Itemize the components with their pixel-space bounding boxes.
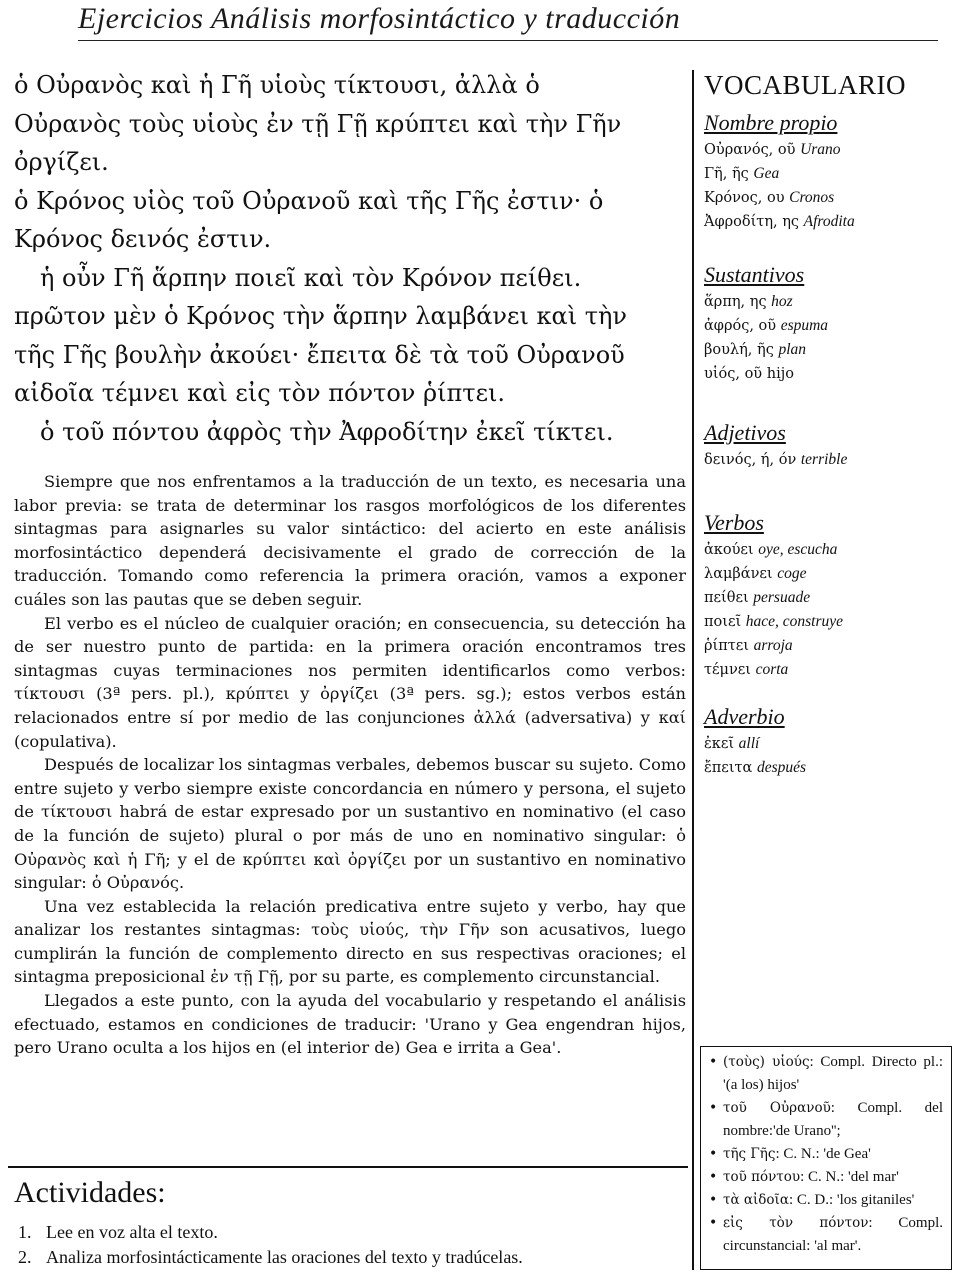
bullet-icon: • <box>709 1192 718 1208</box>
vocab-section-heading: Verbos <box>704 510 764 535</box>
vocab-section-adjectives <box>704 420 954 472</box>
vocab-entry: Ἀφροδίτη, ης Afrodita <box>704 213 855 230</box>
commentary-paragraph: Siempre que nos enfrentamos a la traducción de un texto, es necesaria una labor previa: se trata de determinar los rasgos morfológicos de los diferentes sintagmas para asignarles su valor sintáctico: del acierto en este análisis morfosintáctico dependerá decisivamente el grado de corrección de la traducción. Tomando como referencia la primera oración, vamos a exponer cuáles son las pautas que se deben seguir. <box>14 472 686 609</box>
vocab-entry: δεινός, ή, όν terrible <box>704 451 848 468</box>
activities-heading: Actividades: <box>14 1176 166 1209</box>
vocab-entry: υἱός, οῦ hijo <box>704 366 794 382</box>
vocab-entry: ῥίπτει arroja <box>704 637 793 654</box>
bullet-icon: • <box>709 1146 718 1162</box>
vocab-section-nouns <box>704 262 954 386</box>
vocab-section-heading: Sustantivos <box>704 262 805 287</box>
commentary-paragraph: El verbo es el núcleo de cualquier oración; en consecuencia, su detección ha de ser nuestro punto de partida: en la primera oración encontramos tres sintagmas cuyas terminaciones nos permiten identificarlos como verbos: τίκτουσι (3ª pers. pl.), κρύπτει y ὀργίζει (3ª pers. sg.); estos verbos están relacionados entre sí por medio de las conjunciones ἀλλά (adversativa) y καί (copulativa). <box>14 613 686 751</box>
greek-line: Κρόνος δεινός ἐστιν. <box>14 225 272 253</box>
vocab-entry: ἀφρός, οῦ espuma <box>704 317 829 334</box>
vocabulary-heading: VOCABULARIO <box>704 70 907 100</box>
analysis-note: • εἰς τὸν πόντον: Compl. circunstancial: 'al mar'. <box>709 1212 943 1258</box>
greek-line: τῆς Γῆς βουλὴν ἀκούει· ἔπειτα δὲ τὰ τοῦ Οὐρανοῦ <box>14 340 625 369</box>
greek-passage <box>14 66 684 451</box>
vocab-section-heading: Nombre propio <box>704 110 838 135</box>
activities-list <box>18 1220 523 1270</box>
commentary-paragraph: Después de localizar los sintagmas verbales, debemos buscar su sujeto. Como entre sujeto y verbo siempre existe concordancia en número y persona, el sujeto de τίκτουσι habrá de estar expresado por un sustantivo en nominativo (el caso de la función de sujeto) plural o por más de uno en nominativo singular: ὁ Οὐρανὸς καὶ ἡ Γῆ; y el de κρύπτει καὶ ὀργίζει por un sustantivo en nominativo singular: ὁ Οὐρανός. <box>14 755 686 893</box>
activity-item <box>18 1245 523 1270</box>
greek-line: ὀργίζει. <box>14 148 109 176</box>
vocab-entry: λαμβάνει coge <box>704 565 807 582</box>
greek-line: πρῶτον μὲν ὁ Κρόνος τὴν ἅρπην λαμβάνει καὶ τὴν <box>14 302 627 330</box>
analysis-notes-box <box>700 1046 952 1270</box>
activity-text: Lee en voz alta el texto. <box>46 1222 218 1242</box>
vocab-entry: ποιεῖ hace, construye <box>704 613 844 630</box>
vocab-section-heading: Adjetivos <box>704 420 786 445</box>
analysis-notes-list <box>709 1051 943 1258</box>
activity-item <box>18 1220 523 1245</box>
analysis-note: • τοῦ Οὐρανοῦ: Compl. del nombre:'de Urano''; <box>709 1097 943 1143</box>
vocab-entry: πείθει persuade <box>704 589 811 606</box>
vocab-entry: ἅρπη, ης hoz <box>704 293 793 310</box>
vocab-entry: Οὐρανός, οῦ Urano <box>704 141 841 158</box>
vocab-section-heading: Adverbio <box>704 704 785 729</box>
commentary-paragraph: Llegados a este punto, con la ayuda del vocabulario y respetando el análisis efectuado, estamos en condiciones de traducir: 'Urano y Gea engendran hijos, pero Urano oculta a los hijos en (el interior de) Gea e irrita a Gea'. <box>14 991 686 1058</box>
greek-line: ἡ οὖν Γῆ ἅρπην ποιεῖ καὶ τὸν Κρόνον πείθει. <box>40 263 582 292</box>
page-title: Ejercicios Análisis morfosintáctico y traducción <box>78 2 938 41</box>
activity-number: 2. <box>18 1247 32 1267</box>
vocab-entry: ἔπειτα después <box>704 759 807 776</box>
vocab-entry: τέμνει corta <box>704 661 789 678</box>
greek-line: αἰδοῖα τέμνει καὶ εἰς τὸν πόντον ῥίπτει. <box>14 379 506 407</box>
vocab-entry: ἐκεῖ allí <box>704 735 760 752</box>
bullet-icon: • <box>709 1215 718 1231</box>
greek-line: ὁ Κρόνος υἱὸς τοῦ Οὐρανοῦ καὶ τῆς Γῆς ἐστιν· ὁ <box>14 186 604 215</box>
bullet-icon: • <box>709 1054 718 1070</box>
activities-section <box>8 1166 688 1272</box>
greek-line: ὁ Οὐρανὸς καὶ ἡ Γῆ υἱοὺς τίκτουσι, ἀλλὰ ὁ <box>14 71 540 99</box>
analysis-note: • τοῦ πόντου: C. N.: 'del mar' <box>709 1166 943 1189</box>
vocab-section-verbs <box>704 510 954 682</box>
greek-line: ὁ τοῦ πόντου ἀφρὸς τὴν Ἀφροδίτην ἐκεῖ τίκτει. <box>40 417 614 446</box>
vocab-entry: Κρόνος, ου Cronos <box>704 189 835 206</box>
commentary-text <box>14 470 686 1060</box>
vocab-entry: Γῆ, ῆς Gea <box>704 165 780 182</box>
vocab-entry: ἀκούει oye, escucha <box>704 541 838 558</box>
analysis-note: • τὰ αἰδοῖα: C. D.: 'los gitaniles' <box>709 1189 943 1212</box>
vocab-section-adverbs <box>704 704 954 780</box>
bullet-icon: • <box>709 1169 718 1185</box>
vocab-entry: βουλή, ῆς plan <box>704 341 807 358</box>
commentary-paragraph: Una vez establecida la relación predicativa entre sujeto y verbo, hay que analizar los restantes sintagmas: τοὺς υἱούς, τὴν Γῆν son acusativos, luego cumplirán la función de complemento directo en sus respectivas oraciones; el sintagma preposicional ἐν τῇ Γῇ, por su parte, es complemento circunstancial. <box>14 896 686 987</box>
activity-text: Analiza morfosintácticamente las oraciones del texto y tradúcelas. <box>46 1247 523 1267</box>
analysis-note: • τῆς Γῆς: C. N.: 'de Gea' <box>709 1143 943 1166</box>
bullet-icon: • <box>709 1100 718 1116</box>
analysis-note: • (τοὺς) υἱούς: Compl. Directo pl.: '(a los) hijos' <box>709 1051 943 1097</box>
greek-line: Οὐρανὸς τοὺς υἱοὺς ἐν τῇ Γῇ κρύπτει καὶ τὴν Γῆν <box>14 109 622 138</box>
activity-number: 1. <box>18 1222 32 1242</box>
vocab-section-proper-nouns <box>704 110 954 234</box>
